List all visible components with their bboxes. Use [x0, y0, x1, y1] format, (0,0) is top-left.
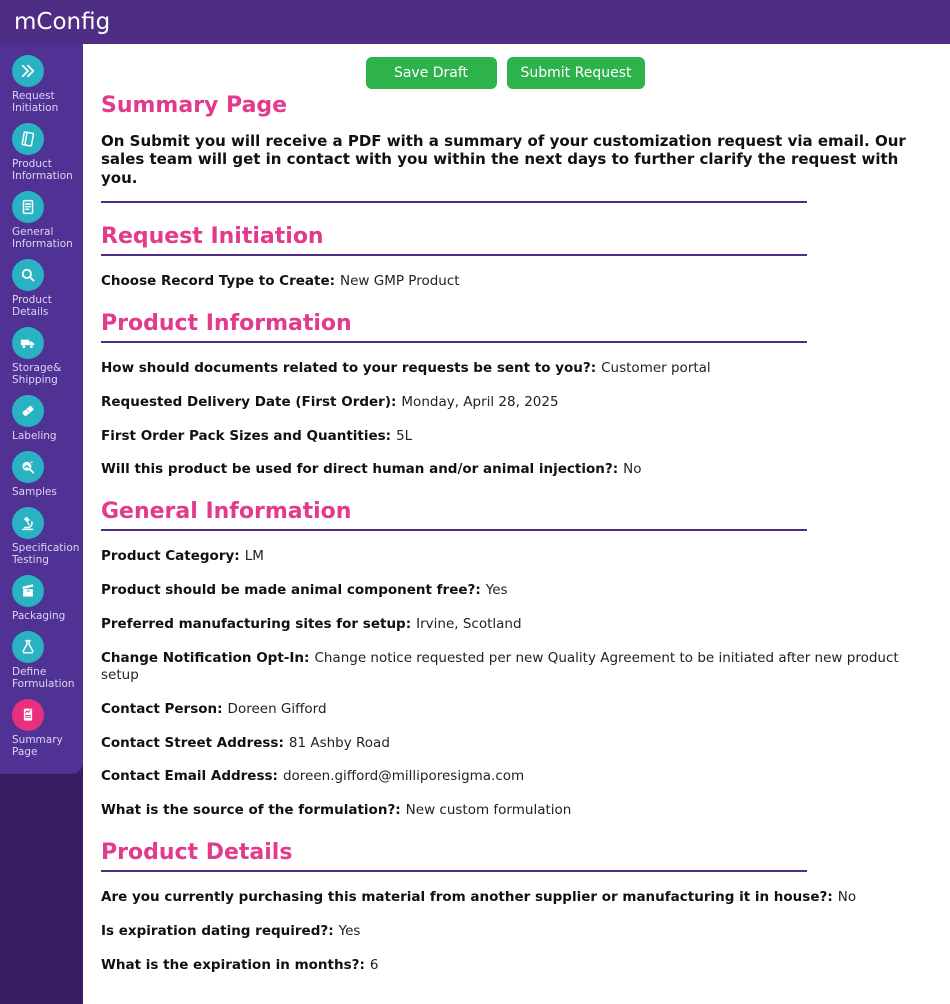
sidebar-item-product-information[interactable]: [12, 123, 79, 182]
field-label: Choose Record Type to Create:: [101, 272, 336, 289]
page-title: Summary Page: [101, 93, 288, 118]
sample-search-icon: [12, 451, 44, 483]
sidebar-item-label: Labeling: [12, 430, 57, 442]
field-row: [101, 394, 910, 411]
section-underline: [101, 529, 807, 531]
sidebar-item-request-initiation[interactable]: [12, 55, 79, 114]
field-value: Monday, April 28, 2025: [401, 393, 559, 410]
action-button-row: [101, 57, 910, 89]
label-ticket-icon: [12, 395, 44, 427]
section-product-details: [101, 840, 910, 974]
field-label: How should documents related to your requests be sent to you?:: [101, 359, 597, 376]
sidebar-item-label: Summary Page: [12, 734, 63, 758]
submit-request-button[interactable]: Submit Request: [507, 57, 646, 89]
field-value: Irvine, Scotland: [416, 616, 522, 633]
field-value: No: [837, 889, 857, 906]
field-label: Preferred manufacturing sites for setup:: [101, 616, 412, 633]
section-request-initiation: [101, 224, 910, 290]
field-label: Requested Delivery Date (First Order):: [101, 393, 397, 410]
sidebar-item-label: Define Formulation: [12, 666, 75, 690]
sidebar-item-label: Specification Testing: [12, 542, 80, 566]
sidebar-item-label: Storage& Shipping: [12, 362, 62, 386]
sidebar-item-specification-testing[interactable]: [12, 507, 79, 566]
field-row: [101, 582, 910, 599]
document-lines-icon: [12, 191, 44, 223]
sidebar-item-samples[interactable]: [12, 451, 79, 498]
divider: [101, 201, 807, 203]
field-label: Contact Person:: [101, 700, 223, 717]
field-value: Doreen Gifford: [227, 700, 327, 717]
section-title: General Information: [101, 499, 352, 525]
field-label: Will this product be used for direct human and/or animal injection?:: [101, 461, 619, 478]
field-value: Customer portal: [601, 359, 711, 376]
sidebar-item-label: Request Initiation: [12, 90, 59, 114]
field-row: [101, 802, 910, 819]
sidebar-item-packaging[interactable]: [12, 575, 79, 622]
section-underline: [101, 341, 807, 343]
field-value: No: [623, 461, 642, 478]
intro-text: On Submit you will receive a PDF with a summary of your customization request via email. Our sales team will get in contact with you within the next days to further clarify the request with you.: [101, 132, 906, 187]
sidebar-item-label: General Information: [12, 226, 73, 250]
field-label: What is the expiration in months?:: [101, 956, 365, 973]
section-title: Product Details: [101, 840, 293, 866]
field-row: [101, 701, 910, 718]
field-value: 5L: [396, 427, 413, 444]
sidebar-item-product-details[interactable]: [12, 259, 79, 318]
field-label: Is expiration dating required?:: [101, 923, 334, 940]
sidebar-item-labeling[interactable]: [12, 395, 79, 442]
field-label: What is the source of the formulation?:: [101, 802, 401, 819]
sidebar-item-label: Product Details: [12, 294, 52, 318]
field-row: [101, 923, 910, 940]
field-label: First Order Pack Sizes and Quantities:: [101, 427, 392, 444]
save-draft-button[interactable]: Save Draft: [366, 57, 497, 89]
field-row: [101, 616, 910, 633]
flask-icon: [12, 631, 44, 663]
field-value: LM: [244, 548, 264, 565]
field-label: Change Notification Opt-In:: [101, 649, 310, 666]
microscope-icon: [12, 507, 44, 539]
field-label: Product Category:: [101, 548, 240, 565]
field-value: Change notice requested per new Quality Agreement to be initiated after new product setup: [101, 649, 899, 683]
app-header: [0, 0, 950, 44]
field-value: doreen.gifford@milliporesigma.com: [282, 768, 525, 785]
main-content: [83, 44, 950, 1004]
field-row: [101, 273, 910, 290]
field-row: [101, 650, 910, 684]
field-row: [101, 461, 910, 478]
section-title: Request Initiation: [101, 223, 324, 249]
section-underline: [101, 254, 807, 256]
field-row: [101, 768, 910, 785]
field-label: Contact Street Address:: [101, 734, 284, 751]
field-value: Yes: [485, 582, 508, 599]
sidebar-item-label: Product Information: [12, 158, 73, 182]
field-row: [101, 735, 910, 752]
sidebar-item-storage-shipping[interactable]: [12, 327, 79, 386]
field-value: New custom formulation: [405, 802, 572, 819]
double-chevron-right-icon: [12, 55, 44, 87]
layout: [0, 44, 950, 1004]
field-value: New GMP Product: [340, 272, 460, 289]
field-label: Contact Email Address:: [101, 768, 278, 785]
field-value: 81 Ashby Road: [288, 734, 390, 751]
section-underline: [101, 870, 807, 872]
sidebar-nav: [0, 44, 83, 774]
field-row: [101, 548, 910, 565]
book-icon: [12, 123, 44, 155]
field-row: [101, 957, 910, 974]
magnifier-icon: [12, 259, 44, 291]
sidebar-item-label: Packaging: [12, 610, 66, 622]
summary-document-icon: [12, 699, 44, 731]
field-row: [101, 889, 910, 906]
package-box-icon: [12, 575, 44, 607]
field-row: [101, 428, 910, 445]
field-value: 6: [369, 956, 379, 973]
sidebar-item-define-formulation[interactable]: [12, 631, 79, 690]
field-label: Are you currently purchasing this material from another supplier or manufacturing it in house?:: [101, 889, 833, 906]
app-title: mConfig: [14, 9, 111, 35]
truck-icon: [12, 327, 44, 359]
field-value: Yes: [338, 923, 361, 940]
sidebar-item-summary-page[interactable]: [12, 699, 79, 758]
section-title: Product Information: [101, 310, 352, 336]
sidebar-item-general-information[interactable]: [12, 191, 79, 250]
section-product-information: [101, 311, 910, 479]
field-label: Product should be made animal component free?:: [101, 582, 481, 599]
field-row: [101, 360, 910, 377]
section-general-information: [101, 499, 910, 819]
sidebar: [0, 44, 83, 1004]
sidebar-item-label: Samples: [12, 486, 57, 498]
